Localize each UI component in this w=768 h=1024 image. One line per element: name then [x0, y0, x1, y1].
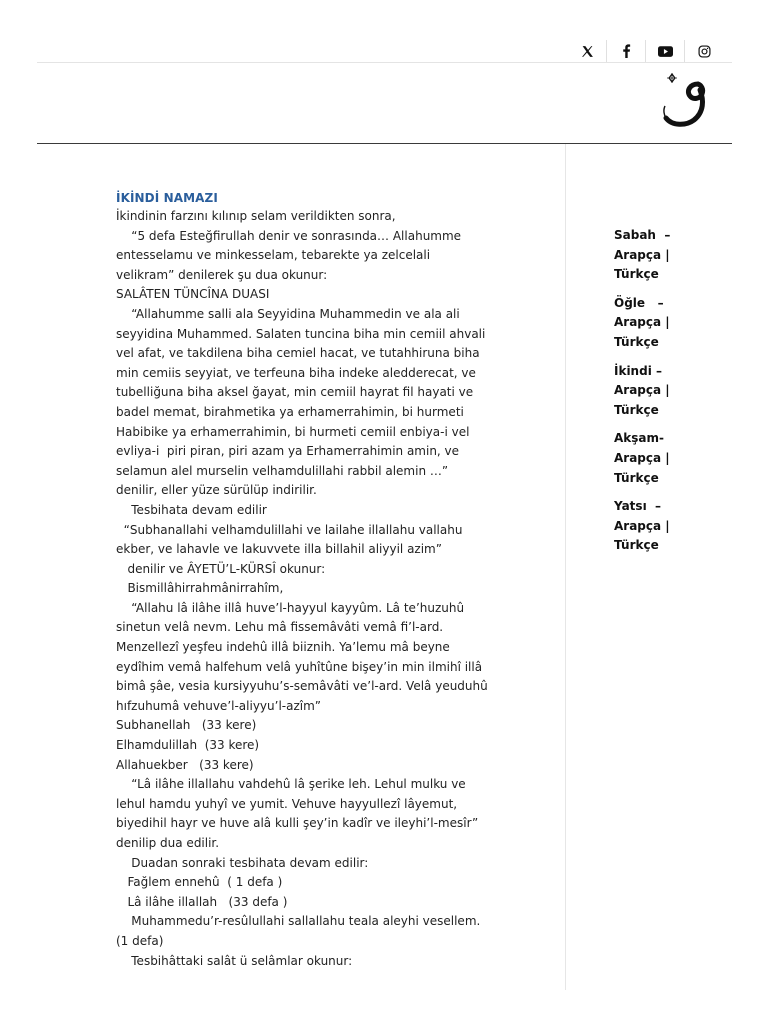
article-paragraph: “5 defa Esteğfirullah denir ve sonrasında… Allahumme entesselamu ve minkesselam, tebarekte ya zelcelali velikram” denilerek şu dua okunur: [116, 228, 465, 282]
article-paragraph: Tesbihâttaki salât ü selâmlar okunur: [116, 953, 353, 968]
sidebar-link-text[interactable]: İkindi – [614, 363, 662, 378]
article-paragraph: İkindinin farzını kılınıp selam verildikten sonra, [116, 209, 396, 223]
top-bar [37, 34, 732, 63]
sidebar-prayer-link[interactable] [614, 294, 694, 353]
article-paragraph: Muhammedu’r-resûlullahi sallallahu teala aleyhi vesellem. (1 defa) [116, 914, 485, 948]
article-paragraph: “Allahu lâ ilâhe illâ huve’l-hayyul kayyûm. Lâ te’huzuhû sinetun velâ nevm. Lehu mâ fissemâvâti vemâ fi’l-ard. Menzellezî yeşfeu indehû illâ biiznih. Ya’lemu mâ beyne eydîhim vemâ halfehum velâ yuhîtûne bişey’in min ilmihî illâ bimâ şâe, vesia kursiyyuhu’s-semâvâti ve’l-ard. Velâ yeuduhû hıfzuhumâ vehuve’l-aliyyu’l-azîm” [116, 600, 492, 713]
article-paragraph: “Lâ ilâhe illallahu vahdehû lâ şerike leh. Lehul mulku ve lehul hamdu yuhyî ve yumit. Vehuve hayyullezî lâyemut, biyedihil hayr ve huve alâ kulli şey’in kadîr ve ileyhi’l-mesîr” denilip dua edilir. [116, 777, 483, 850]
sidebar-link-text[interactable]: Türkçe [614, 538, 659, 553]
sidebar-link-text[interactable]: Türkçe [614, 334, 659, 349]
sidebar-link-text[interactable]: Yatsı – [614, 499, 662, 514]
divider [606, 40, 607, 62]
sidebar-divider [565, 144, 566, 990]
article-body [116, 207, 492, 971]
divider [684, 40, 685, 62]
divider [645, 40, 646, 62]
article-paragraph: Elhamdulillah (33 kere) [116, 738, 260, 753]
sidebar-link-text[interactable]: Akşam- [614, 431, 664, 446]
sidebar-link-text[interactable]: Türkçe [614, 402, 659, 417]
youtube-icon[interactable] [655, 43, 675, 59]
sidebar-prayer-link[interactable] [614, 429, 694, 488]
sidebar-link-text[interactable]: Arapça | [614, 450, 670, 465]
sidebar-link-text[interactable]: Türkçe [614, 267, 659, 282]
facebook-icon[interactable] [616, 43, 636, 59]
sidebar-link-text[interactable]: Arapça | [614, 315, 670, 330]
article-paragraph: Bismillâhirrahmânirrahîm, [116, 581, 284, 596]
article-paragraph: Tesbihata devam edilir [116, 502, 267, 517]
article-paragraph: Fağlem ennehû ( 1 defa ) [116, 875, 283, 890]
site-logo[interactable] [656, 68, 720, 128]
article-paragraph: SALÂTEN TÜNCÎNA DUASI [116, 287, 270, 302]
article-paragraph: Allahuekber (33 kere) [116, 757, 254, 772]
instagram-icon[interactable] [694, 43, 714, 59]
prayer-sidebar [614, 226, 694, 565]
sidebar-link-text[interactable]: Arapça | [614, 518, 670, 533]
sidebar-prayer-link[interactable] [614, 226, 694, 285]
sidebar-link-text[interactable]: Türkçe [614, 470, 659, 485]
sidebar-link-text[interactable]: Öğle – [614, 295, 664, 310]
x-icon[interactable] [577, 43, 597, 59]
article-paragraph: Duadan sonraki tesbihata devam edilir: [116, 855, 369, 870]
article-paragraph: “Allahumme salli ala Seyyidina Muhammedin ve ala ali seyyidina Muhammed. Salaten tuncina biha min cemiil ahvali vel afat, ve takdilena biha cemiel hacat, ve tutahhiruna biha min cemiis seyyiat, ve terfeuna biha indeke aledderecat, ve tubelliğuna biha aksel ğayat, min cemiil hayrat fil hayati ve badel memat, birahmetika ya erhamerrahimin, bi hurmeti Habibike ya erhamerrahimin, bi hurmeti cemiil enbiya-i vel evliya-i piri piran, piri azam ya Erhamerrahimin amin, ve selamun alel murselin velhamdulillahi rabbil alemin …” denilir, eller yüze sürülüp indirilir. [116, 306, 490, 498]
sidebar-link-text[interactable]: Sabah – [614, 228, 671, 242]
sidebar-link-text[interactable]: Arapça | [614, 383, 670, 398]
header-divider [37, 143, 732, 144]
article-paragraph: Lâ ilâhe illallah (33 defa ) [116, 894, 288, 909]
sidebar-prayer-link[interactable] [614, 497, 694, 556]
article-paragraph: “Subhanallahi velhamdulillahi ve lailahe illallahu vallahu ekber, ve lahavle ve lakuvvete illa billahil aliyyil azim” [116, 522, 467, 557]
article-paragraph: denilir ve ÂYETÜ’L-KÜRSÎ okunur: [116, 561, 326, 576]
article-content [116, 189, 492, 971]
article-paragraph: Subhanellah (33 kere) [116, 718, 257, 733]
sidebar-link-text[interactable]: Arapça | [614, 247, 670, 262]
sidebar-prayer-link[interactable] [614, 362, 694, 421]
social-links [577, 40, 714, 62]
article-title: İKİNDİ NAMAZI [116, 191, 218, 205]
